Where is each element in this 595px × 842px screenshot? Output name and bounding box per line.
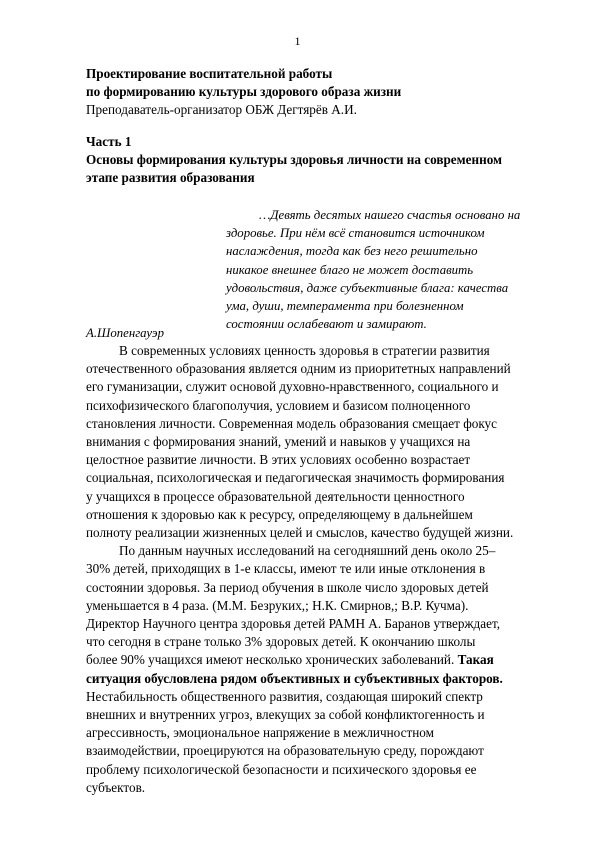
author-line: Преподаватель-организатор ОБЖ Дегтярёв А.И.	[86, 102, 357, 118]
paragraph-1-line: отношения к здоровью как к ресурсу, определяющему в дальнейшем	[86, 506, 473, 522]
part-heading	[86, 133, 556, 188]
paragraph-1-line: психофизического благополучия, условием и базисом полноценного	[86, 397, 471, 413]
epigraph-line: …Девять десятых нашего счастья основано на	[259, 208, 521, 222]
epigraph-line: ума, души, темперамента при болезненном	[226, 299, 464, 314]
epigraph-line: никакое внешнее благо не может доставить	[226, 262, 474, 277]
body-text	[86, 342, 551, 797]
paragraph-2-line	[86, 651, 551, 669]
paragraph-1-line: целостное развитие личности. В этих условиях особенно возрастает	[86, 452, 471, 468]
paragraph-2-line: 30% детей, приходящих в 1-е классы, имеют те или иные отклонения в	[86, 561, 486, 577]
part-label: Часть 1	[86, 134, 132, 149]
part-title-line-2: этапе развития образования	[86, 170, 255, 186]
paragraph-1-line: В современных условиях ценность здоровья в стратегии развития	[119, 343, 490, 358]
paragraph-2-text: более 90% учащихся имеют несколько хронических заболеваний.	[86, 652, 458, 668]
paragraph-1-line: его гуманизации, служит основой духовно-нравственного, социального и	[86, 379, 499, 395]
paragraph-1-line: социальная, психологическая и педагогическая значимость формирования	[86, 470, 505, 486]
document-title-line-2: по формированию культуры здорового образа жизни	[86, 84, 402, 100]
epigraph-author: А.Шопенгауэр	[86, 326, 164, 340]
paragraph-2-line: состоянии здоровья. За период обучения в школе число здоровых детей	[86, 579, 489, 595]
page-number: 1	[294, 34, 301, 48]
paragraph-2-line: внешних и внутренних угроз, влекущих за собой конфликтогенность и	[86, 707, 485, 723]
paragraph-1-line: становления личности. Современная модель образования смещает фокус	[86, 415, 498, 431]
paragraph-1-line: полноту реализации жизненных целей и смыслов, качество будущей жизни.	[86, 525, 514, 541]
paragraph-2-line: проблему психологической безопасности и психического здоровья ее	[86, 761, 477, 777]
paragraph-2-line: субъектов.	[86, 779, 146, 795]
paragraph-2-line: агрессивность, эмоциональное напряжение в межличностном	[86, 725, 434, 741]
paragraph-1-line: у учащихся в процессе образовательной деятельности ценностного	[86, 488, 465, 504]
epigraph-line: удовольствия, даже субъективные блага: качества	[226, 280, 509, 295]
epigraph	[226, 206, 556, 333]
paragraph-1-line: внимания с формирования знаний, умений и навыков у учащихся на	[86, 434, 471, 450]
document-header	[86, 65, 546, 120]
paragraph-2-line: уменьшается в 4 раза. (М.М. Безруких,; Н.К. Смирнов,; В.Р. Кучма).	[86, 597, 469, 613]
paragraph-2-line: что сегодня в стране только 3% здоровых детей. К окончанию школы	[86, 634, 476, 650]
paragraph-2-line: взаимодействии, проецируются на образовательную среду, порождают	[86, 743, 484, 759]
epigraph-line: здоровье. При нём всё становится источником	[226, 226, 485, 241]
paragraph-2-line: По данным научных исследований на сегодняшний день около 25–	[119, 543, 496, 559]
epigraph-line: состоянии ослабевают и замирают.	[226, 317, 427, 332]
document-title-line-1: Проектирование воспитательной работы	[86, 66, 333, 81]
paragraph-1-line: отечественного образования является одним из приоритетных направлений	[86, 361, 511, 377]
paragraph-2-emphasis: Такая	[457, 652, 494, 668]
paragraph-2-line: Директор Научного центра здоровья детей РАМН А. Баранов утверждает,	[86, 616, 501, 632]
paragraph-2-emphasis-line: ситуация обусловлена рядом объективных и субъективных факторов.	[86, 670, 503, 686]
epigraph-line: наслаждения, тогда как без него решительно	[226, 244, 478, 259]
paragraph-2-line: Нестабильность общественного развития, создающая широкий спектр	[86, 688, 483, 704]
part-title-line-1: Основы формирования культуры здоровья личности на современном	[86, 152, 503, 168]
